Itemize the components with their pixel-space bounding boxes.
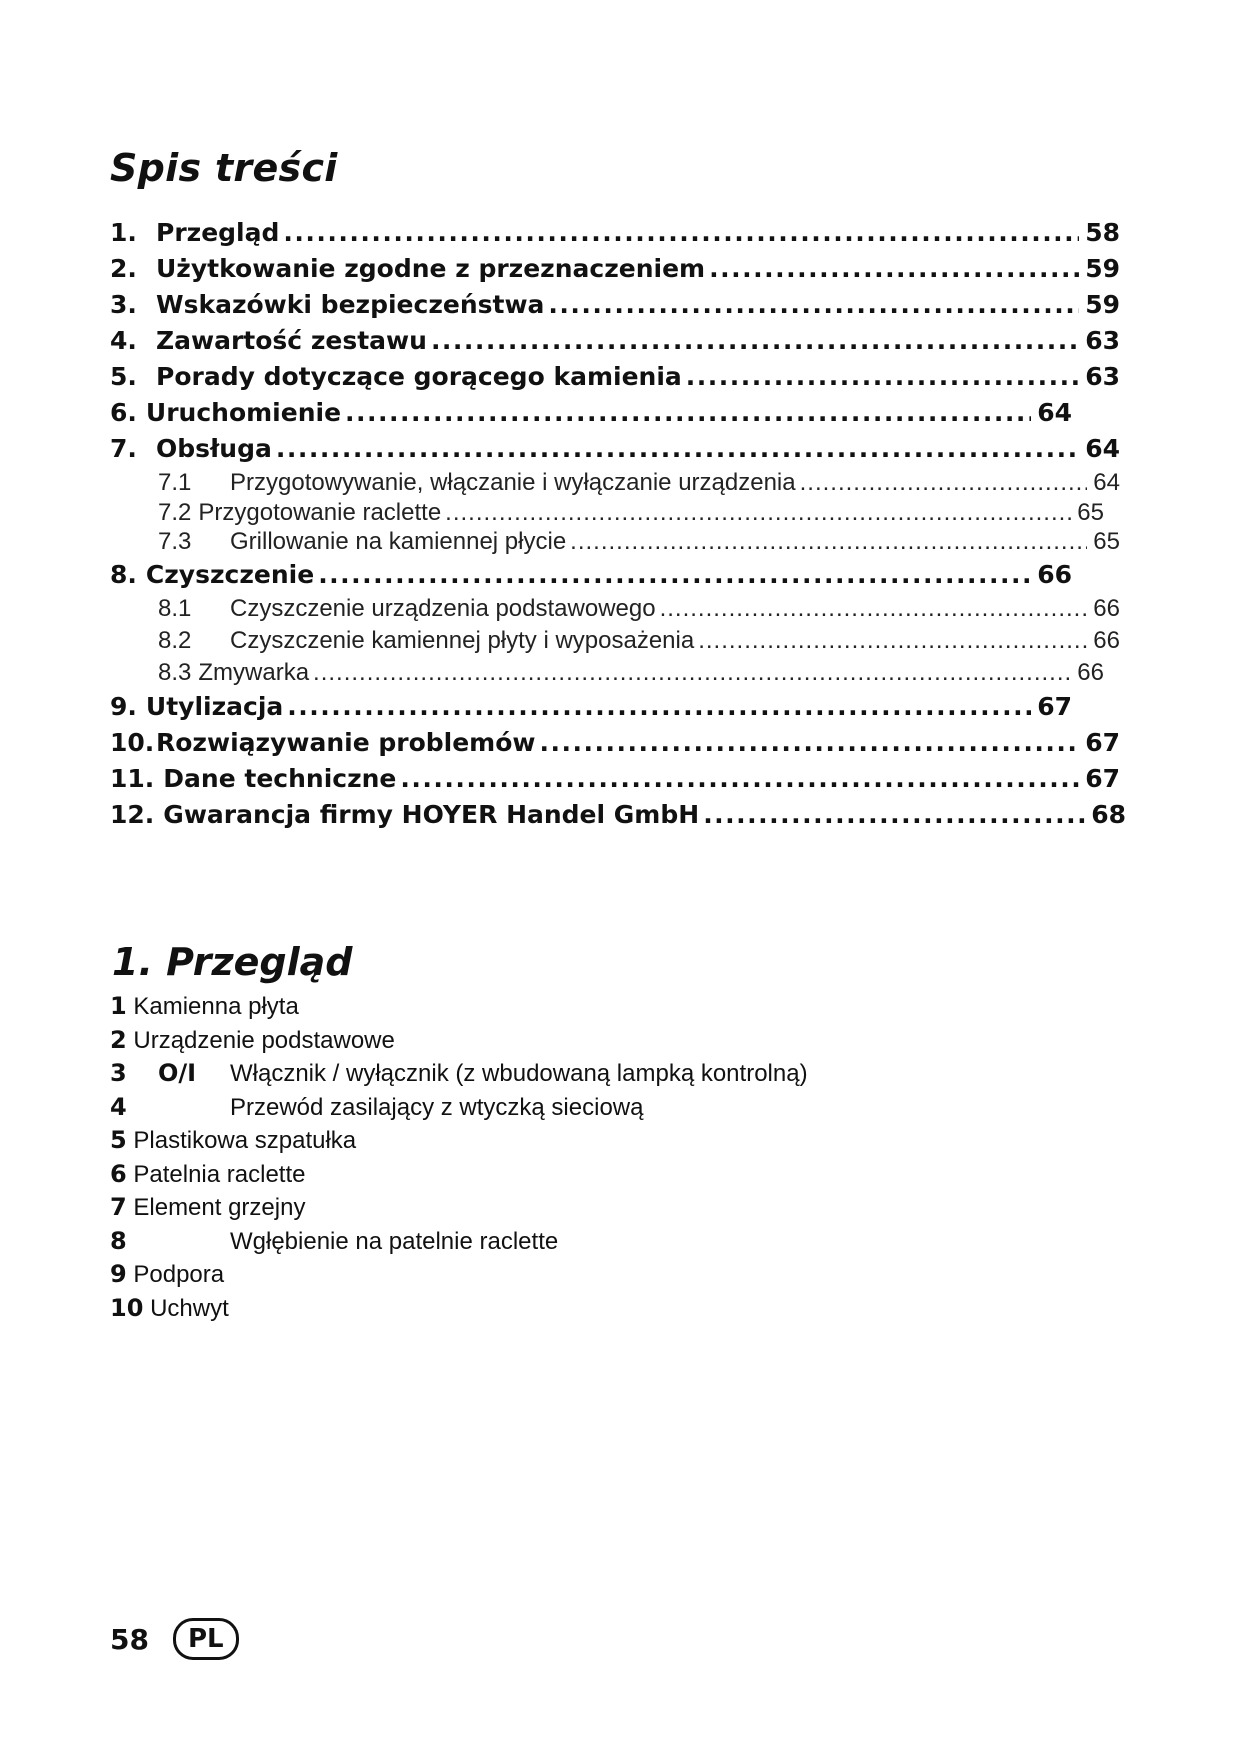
list-item bbox=[110, 1225, 1110, 1259]
toc-subentry[interactable] bbox=[110, 527, 1120, 557]
toc-entry-label: Czyszczenie bbox=[145, 560, 315, 589]
toc-entry-number: 7.2 bbox=[158, 499, 192, 526]
toc-entry-label: Rozwiązywanie problemów bbox=[156, 728, 536, 757]
toc-entry-label: Czyszczenie urządzenia podstawowego bbox=[230, 595, 656, 622]
list-item bbox=[110, 1124, 1110, 1158]
toc-entry-label: Porady dotyczące gorącego kamienia bbox=[156, 362, 682, 391]
toc-entry-page: 67 bbox=[1085, 728, 1120, 757]
toc-entry[interactable] bbox=[110, 251, 1120, 287]
toc-entry-page: 63 bbox=[1085, 326, 1120, 355]
toc-entry[interactable] bbox=[110, 797, 1126, 833]
part-number: 6 bbox=[110, 1159, 127, 1188]
toc-subentry[interactable] bbox=[110, 625, 1120, 657]
list-item bbox=[110, 1091, 1110, 1125]
part-switch-symbol: O/I bbox=[158, 1059, 197, 1087]
toc-entry-page: 59 bbox=[1085, 290, 1120, 319]
toc-entry-label: Grillowanie na kamiennej płycie bbox=[230, 528, 567, 555]
toc-entry-label: Gwarancja firmy HOYER Handel GmbH bbox=[163, 800, 700, 829]
toc-subentry[interactable] bbox=[110, 499, 1104, 527]
toc-entry-number: 7.1 bbox=[158, 469, 192, 496]
toc-entry-number: 2. bbox=[110, 254, 137, 283]
toc-leader-dots bbox=[318, 557, 1031, 593]
section-title: 1. Przegląd bbox=[112, 940, 353, 984]
part-label: Wgłębienie na patelnie raclette bbox=[230, 1227, 559, 1255]
part-number: 7 bbox=[110, 1193, 127, 1221]
toc-subentry[interactable] bbox=[110, 593, 1120, 625]
toc-entry-number: 8. bbox=[110, 560, 137, 589]
toc-entry[interactable] bbox=[110, 689, 1072, 725]
part-number: 3 bbox=[110, 1059, 127, 1087]
toc-entry[interactable] bbox=[110, 557, 1072, 593]
toc-entry[interactable] bbox=[110, 287, 1120, 323]
toc-entry-number: 9. bbox=[110, 692, 137, 721]
list-item bbox=[110, 1292, 1110, 1326]
page-number: 58 bbox=[110, 1622, 149, 1656]
toc-subentry[interactable] bbox=[110, 467, 1120, 499]
toc-entry-page: 63 bbox=[1085, 362, 1120, 391]
part-label: Kamienna płyta bbox=[133, 993, 299, 1020]
list-item bbox=[110, 1024, 1110, 1058]
toc-leader-dots bbox=[283, 215, 1079, 251]
toc-entry[interactable] bbox=[110, 359, 1120, 395]
part-label: Plastikowa szpatułka bbox=[133, 1127, 357, 1154]
page-footer bbox=[110, 1618, 239, 1660]
toc-entry-page: 65 bbox=[1077, 499, 1104, 526]
part-number: 2 bbox=[110, 1025, 127, 1054]
part-label: Przewód zasilający z wtyczką sieciową bbox=[230, 1093, 644, 1121]
toc-entry-label: Zawartość zestawu bbox=[156, 326, 427, 355]
toc-leader-dots bbox=[313, 657, 1071, 689]
toc-entry-page: 59 bbox=[1085, 254, 1120, 283]
list-item bbox=[110, 1057, 1110, 1091]
toc-entry-number: 4. bbox=[110, 326, 137, 355]
toc-entry-page: 67 bbox=[1085, 764, 1120, 793]
toc-subentry[interactable] bbox=[110, 657, 1104, 689]
list-item bbox=[110, 1191, 1110, 1225]
part-number: 9 bbox=[110, 1260, 127, 1288]
toc-leader-dots bbox=[287, 689, 1031, 725]
toc-leader-dots bbox=[570, 527, 1087, 557]
toc-entry-page: 66 bbox=[1093, 595, 1120, 622]
toc-leader-dots bbox=[431, 323, 1079, 359]
toc-entry-label: Przygotowywanie, włączanie i wyłączanie urządzenia bbox=[230, 469, 796, 496]
toc-entry-page: 64 bbox=[1093, 469, 1120, 496]
toc-entry-page: 65 bbox=[1093, 528, 1120, 555]
part-label: Urządzenie podstawowe bbox=[133, 1026, 395, 1054]
part-label: Uchwyt bbox=[150, 1294, 229, 1322]
part-label: Element grzejny bbox=[133, 1194, 306, 1221]
toc-entry-number: 6. bbox=[110, 398, 137, 427]
toc-entry-label: Przygotowanie raclette bbox=[198, 499, 442, 526]
part-label: Patelnia raclette bbox=[133, 1160, 306, 1188]
toc-entry[interactable] bbox=[110, 323, 1120, 359]
toc-leader-dots bbox=[400, 761, 1079, 797]
toc-entry-page: 66 bbox=[1077, 659, 1104, 686]
toc-entry-page: 58 bbox=[1085, 218, 1120, 247]
toc-leader-dots bbox=[686, 359, 1079, 395]
toc-leader-dots bbox=[445, 499, 1071, 527]
toc-entry-number: 5. bbox=[110, 362, 137, 391]
toc-entry-number: 7.3 bbox=[158, 528, 192, 555]
toc-entry-number: 11. bbox=[110, 764, 155, 793]
part-number: 1 bbox=[110, 992, 127, 1020]
toc-entry-number: 8.3 bbox=[158, 659, 192, 686]
toc-entry-number: 3. bbox=[110, 290, 137, 319]
toc-entry-number: 1. bbox=[110, 218, 137, 247]
toc-entry-page: 64 bbox=[1085, 434, 1120, 463]
toc-entry[interactable] bbox=[110, 761, 1120, 797]
part-number: 4 bbox=[110, 1092, 127, 1121]
toc-entry-page: 68 bbox=[1091, 800, 1126, 829]
toc-entry-label: Przegląd bbox=[156, 218, 280, 247]
toc-entry-label: Użytkowanie zgodne z przeznaczeniem bbox=[156, 254, 706, 283]
toc-entry[interactable] bbox=[110, 395, 1072, 431]
part-number: 10 bbox=[110, 1293, 144, 1322]
list-item bbox=[110, 1158, 1110, 1192]
toc-entry[interactable] bbox=[110, 431, 1120, 467]
toc-entry-label: Dane techniczne bbox=[163, 764, 397, 793]
part-label: Podpora bbox=[133, 1261, 225, 1288]
language-badge: PL bbox=[173, 1618, 239, 1660]
toc-entry-label: Uruchomienie bbox=[145, 398, 342, 427]
toc-leader-dots bbox=[345, 395, 1031, 431]
toc-leader-dots bbox=[800, 467, 1088, 499]
part-number: 5 bbox=[110, 1126, 127, 1154]
part-label: Włącznik / wyłącznik (z wbudowaną lampką kontrolną) bbox=[230, 1060, 808, 1087]
toc-leader-dots bbox=[709, 251, 1079, 287]
list-item bbox=[110, 1258, 1110, 1292]
part-number: 8 bbox=[110, 1226, 127, 1255]
toc-leader-dots bbox=[540, 725, 1080, 761]
table-of-contents bbox=[110, 215, 1126, 833]
toc-leader-dots bbox=[660, 593, 1088, 625]
toc-entry-page: 67 bbox=[1037, 692, 1072, 721]
toc-leader-dots bbox=[276, 431, 1079, 467]
toc-entry-number: 7. bbox=[110, 434, 137, 463]
toc-entry-label: Wskazówki bezpieczeństwa bbox=[156, 290, 545, 319]
toc-entry-number: 10. bbox=[110, 728, 155, 757]
toc-leader-dots bbox=[548, 287, 1079, 323]
toc-entry[interactable] bbox=[110, 725, 1120, 761]
list-item bbox=[110, 990, 1110, 1024]
parts-list bbox=[110, 990, 1110, 1325]
toc-entry-label: Czyszczenie kamiennej płyty i wyposażenia bbox=[230, 627, 695, 654]
toc-entry-label: Zmywarka bbox=[198, 659, 310, 686]
toc-entry-label: Obsługa bbox=[156, 434, 272, 463]
toc-entry-number: 12. bbox=[110, 800, 155, 829]
toc-entry-page: 64 bbox=[1037, 398, 1072, 427]
toc-entry-number: 8.2 bbox=[158, 627, 192, 654]
toc-leader-dots bbox=[703, 797, 1085, 833]
toc-entry[interactable] bbox=[110, 215, 1120, 251]
toc-title: Spis treści bbox=[110, 146, 338, 190]
toc-entry-number: 8.1 bbox=[158, 595, 192, 622]
toc-leader-dots bbox=[698, 625, 1087, 657]
toc-entry-page: 66 bbox=[1037, 560, 1072, 589]
toc-entry-page: 66 bbox=[1093, 627, 1120, 654]
toc-entry-label: Utylizacja bbox=[145, 692, 284, 721]
